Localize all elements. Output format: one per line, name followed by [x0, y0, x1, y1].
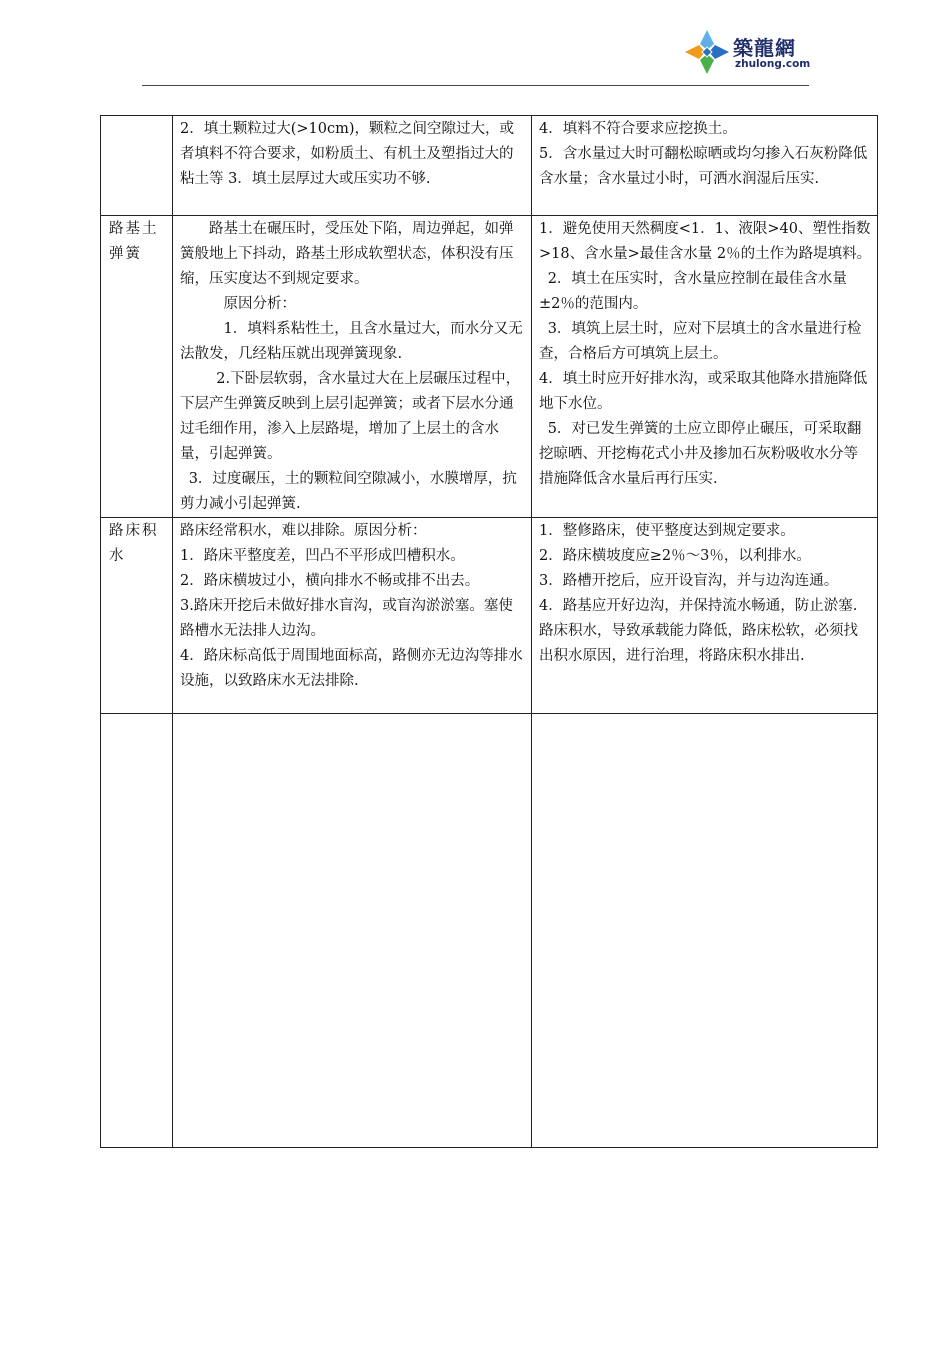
measure-paragraph: 路床积水，导致承载能力降低，路床松软，必须找出积水原因，进行治理，将路床积水排出.: [539, 623, 858, 664]
logo-chinese-name: 築龍網: [733, 36, 796, 60]
measure-paragraph: 5．含水量过大时可翻松晾晒或均匀掺入石灰粉降低含水量；含水量过小时，可洒水润湿后压实.: [539, 146, 868, 187]
row-category: 路床积水: [101, 518, 173, 714]
measure-paragraph: 1．整修路床，使平整度达到规定要求。: [539, 523, 795, 539]
cause-paragraph: 路基土在碾压时，受压处下陷，周边弹起，如弹簧般地上下抖动，路基土形成软塑状态，体积没有压缩，压实度达不到规定要求。: [180, 221, 514, 287]
cause-paragraph: 3．过度碾压，土的颗粒间空隙减小，水膜增厚，抗剪力减小引起弹簧.: [180, 471, 517, 512]
measures-cell: [532, 518, 878, 714]
measure-paragraph: 4．路基应开好边沟，并保持流水畅通，防止淤塞.: [539, 598, 858, 614]
cause-cell: [173, 518, 532, 714]
table-row-empty: [101, 714, 878, 1148]
cause-paragraph: 1．填料系粘性土，且含水量过大，而水分又无法散发，几经粘压就出现弹簧现象.: [180, 321, 523, 362]
measure-paragraph: 4．填料不符合要求应挖换土。: [539, 121, 737, 137]
defects-table: [100, 115, 878, 1148]
cause-paragraph: 2．路床横坡过小，横向排水不畅或排不出去。: [180, 573, 480, 589]
cause-paragraph: 路床经常积水，难以排除。原因分析：: [180, 523, 427, 539]
measure-paragraph: 3．路槽开挖后，应开设盲沟，并与边沟连通。: [539, 573, 839, 589]
zhulong-pinwheel-logo: [683, 28, 731, 76]
measure-paragraph: 2．路床横坡度应≥2％～3％，以利排水。: [539, 548, 811, 564]
measure-paragraph: 3．填筑上层土时，应对下层填土的含水量进行检查，合格后方可填筑上层土。: [539, 321, 862, 362]
empty-cell: [532, 714, 878, 1148]
cause-paragraph: 4．路床标高低于周围地面标高，路侧亦无边沟等排水设施，以致路床水无法排除.: [180, 648, 523, 689]
cause-paragraph: 原因分析：: [223, 296, 296, 312]
measure-paragraph: 4．填土时应开好排水沟，或采取其他降水措施降低地下水位。: [539, 371, 868, 412]
measure-paragraph: 2．填土在压实时，含水量应控制在最佳含水量±2％的范围内。: [539, 271, 847, 312]
logo-domain: zhulong.com: [735, 58, 811, 70]
cause-paragraph: 2.下卧层软弱，含水量过大在上层碾压过程中，下层产生弹簧反映到上层引起弹簧；或者下层水分通过毛细作用，渗入上层路堤，增加了上层土的含水量，引起弹簧。: [180, 371, 521, 462]
cause-paragraph: 2．填土颗粒过大(>10cm)，颗粒之间空隙过大，或者填料不符合要求，如粉质土、有机土及塑指过大的粘土等 3．填土层厚过大或压实功不够.: [180, 121, 515, 187]
table-row: [101, 116, 878, 216]
header-divider: [142, 85, 809, 86]
cause-paragraph: 1．路床平整度差，凹凸不平形成凹槽积水。: [180, 548, 465, 564]
measure-paragraph: 5．对已发生弹簧的土应立即停止碾压，可采取翻挖晾晒、开挖梅花式小井及掺加石灰粉吸收水分等措施降低含水量后再行压实.: [539, 421, 862, 487]
cause-cell: [173, 116, 532, 216]
measures-cell: [532, 216, 878, 518]
measure-paragraph: 1．避免使用天然稠度<1．1、液限>40、塑性指数>18、含水量>最佳含水量 2％的土作为路堤填料。: [539, 221, 872, 262]
table-row: [101, 216, 878, 518]
empty-cell: [173, 714, 532, 1148]
cause-paragraph: 3.路床开挖后未做好排水盲沟，或盲沟淤淤塞。塞使路槽水无法排人边沟。: [180, 598, 513, 639]
row-category: 路基土弹簧: [101, 216, 173, 518]
zhulong-logo: [683, 28, 823, 76]
table-row: [101, 518, 878, 714]
row-category: [101, 116, 173, 216]
cause-cell: [173, 216, 532, 518]
empty-cell: [101, 714, 173, 1148]
measures-cell: [532, 116, 878, 216]
